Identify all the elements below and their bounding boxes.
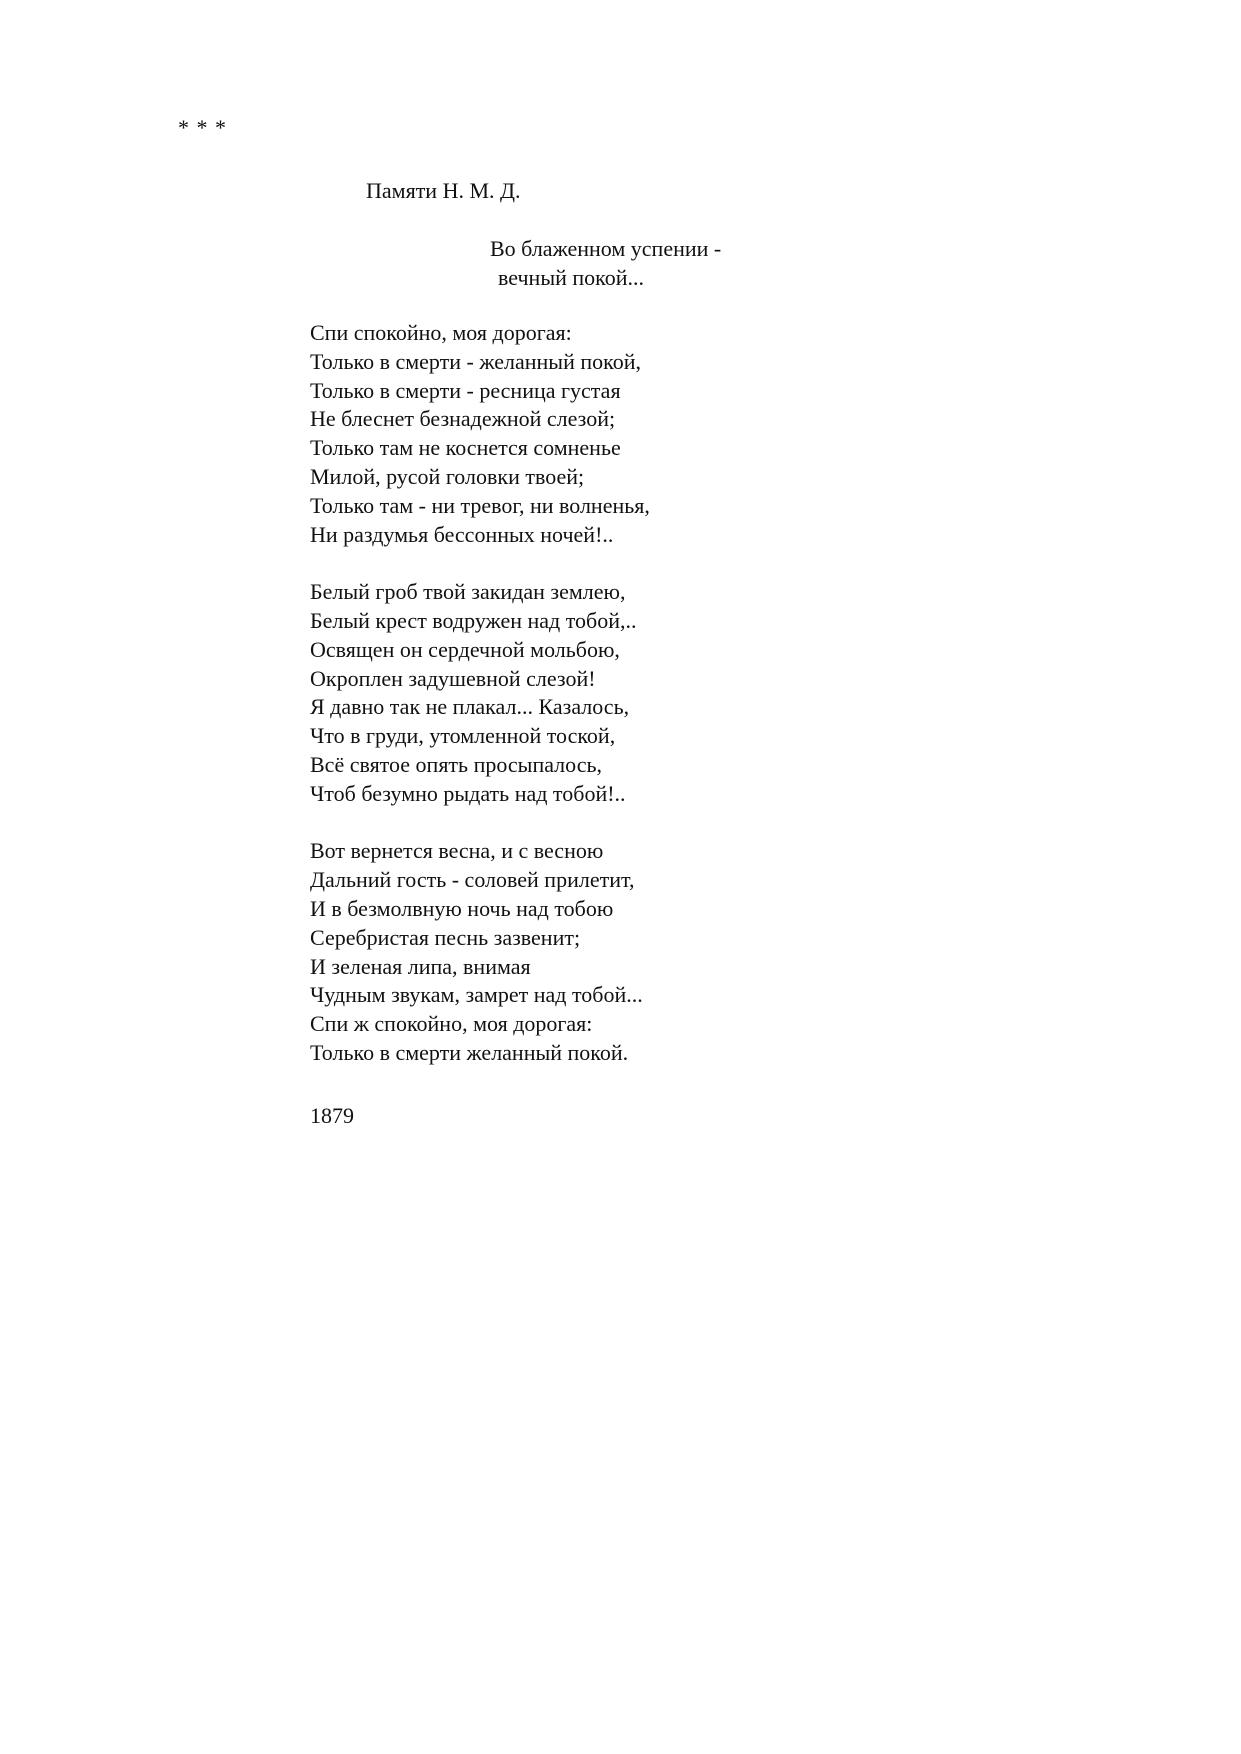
poem-line: Всё святое опять просыпалось, xyxy=(310,751,603,777)
poem-line: Милой, русой головки твоей; xyxy=(310,463,585,489)
poem-line: И зеленая липа, внимая xyxy=(310,953,531,979)
poem-line: Только в смерти - желанный покой, xyxy=(310,348,641,374)
poem-dedication: Памяти Н. М. Д. xyxy=(366,178,521,203)
poem-line: Не блеснет безнадежной слезой; xyxy=(310,406,616,432)
poem-line: Белый крест водружен над тобой,.. xyxy=(310,607,637,633)
poem-line: Чтоб безумно рыдать над тобой!.. xyxy=(310,780,626,806)
poem-line: Только там не коснется сомненье xyxy=(310,435,621,461)
poem-year: 1879 xyxy=(310,1103,354,1128)
poem-line: Ни раздумья бессонных ночей!.. xyxy=(310,521,614,547)
poem-line: Окроплен задушевной слезой! xyxy=(310,665,596,691)
poem-line: Спи спокойно, моя дорогая: xyxy=(310,320,572,345)
poem-line: Я давно так не плакал... Казалось, xyxy=(310,694,630,720)
poem-line: Что в груди, утомленной тоской, xyxy=(310,723,616,749)
poem-line: Освящен он сердечной мольбою, xyxy=(310,636,620,662)
poem-body xyxy=(310,319,650,1097)
poem-epigraph xyxy=(490,234,721,292)
poem-line: Спи ж спокойно, моя дорогая: xyxy=(310,1011,593,1037)
poem-line: Вот вернется весна, и с весною xyxy=(310,838,604,864)
section-separator-stars: * * * xyxy=(178,115,227,140)
poem-line: Серебристая песнь зазвенит; xyxy=(310,924,581,950)
epigraph-line: вечный покой... xyxy=(498,265,644,290)
poem-line: Только в смерти - ресница густая xyxy=(310,377,621,403)
stanza-1 xyxy=(310,319,650,549)
poem-line: Чудным звукам, замрет над тобой... xyxy=(310,982,643,1008)
poem-line: Белый гроб твой закидан землею, xyxy=(310,579,626,605)
stanza-3 xyxy=(310,837,650,1067)
poem-line: Только там - ни тревог, ни волненья, xyxy=(310,492,650,518)
epigraph-line: Во блаженном успении - xyxy=(490,236,722,261)
stanza-2 xyxy=(310,578,650,808)
poem-line: И в безмолвную ночь над тобою xyxy=(310,895,614,921)
poem-line: Только в смерти желанный покой. xyxy=(310,1039,629,1065)
poem-line: Дальний гость - соловей прилетит, xyxy=(310,867,635,893)
